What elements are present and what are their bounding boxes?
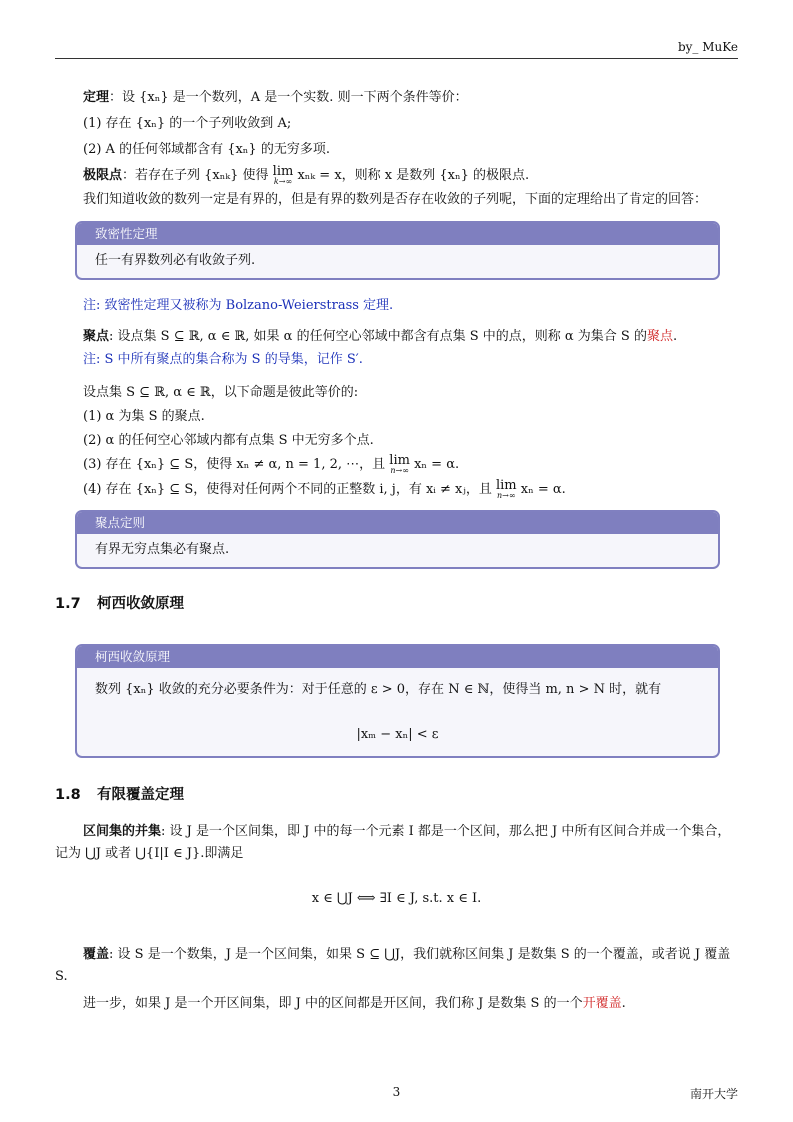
limit-point-def	[55, 166, 738, 186]
cover-def	[55, 944, 738, 988]
section-number: 1.7	[55, 596, 81, 612]
box-title: 致密性定理	[77, 223, 718, 245]
theorem-box-accum	[75, 510, 720, 569]
page-content	[55, 88, 738, 1013]
theorem-item-2: (2) A 的任何邻域都含有 {xₙ} 的无穷多项.	[83, 142, 330, 157]
limit-operator	[496, 480, 517, 500]
lim-subscript: k→∞	[273, 177, 293, 186]
equiv-item-2: (2) α 的任何空心邻域内都有点集 S 中无穷多个点.	[83, 433, 374, 448]
page-number: 3	[392, 1085, 401, 1099]
box-body: 有界无穷点集必有聚点.	[95, 542, 230, 557]
equiv-item-1: (1) α 为集 S 的聚点.	[83, 409, 205, 424]
section-number: 1.8	[55, 787, 81, 803]
page-header	[55, 40, 738, 59]
paragraph-bounded: 我们知道收敛的数列一定是有界的，但是有界的数列是否存在收敛的子列呢，下面的定理给出了肯定的回答：	[83, 192, 708, 207]
accum-text: : 设点集 S ⊆ ℝ, α ∈ ℝ, 如果 α 的任何空心邻域中都含有点集 S 中的点，则称 α 为集合 S 的	[109, 329, 647, 344]
theorem-item-1: (1) 存在 {xₙ} 的一个子列收敛到 A;	[83, 116, 292, 131]
section-title: 柯西收敛原理	[97, 596, 184, 612]
theorem-box-dense	[75, 221, 720, 280]
lim-subscript: n→∞	[497, 491, 516, 500]
lim-subscript: n→∞	[390, 466, 409, 475]
equiv-item-3-b: xₙ = α.	[414, 457, 460, 472]
equiv-intro: 设点集 S ⊆ ℝ, α ∈ ℝ，以下命题是彼此等价的:	[83, 385, 359, 400]
box-body	[77, 668, 718, 756]
box-title: 聚点定则	[77, 512, 718, 534]
cauchy-statement: 数列 {xₙ} 收敛的充分必要条件为：对于任意的 ε > 0，存在 N ∈ ℕ，使得当 m, n > N 时，就有	[95, 682, 662, 697]
equiv-item-4-b: xₙ = α.	[520, 482, 566, 497]
limit-point-text-a: ：若存在子列 {xₙₖ} 使得	[122, 168, 269, 183]
lim-text: lim	[495, 478, 517, 493]
university-label: 南开大学	[689, 1087, 738, 1101]
union-text: : 设 J 是一个区间集，即 J 中的每一个元素 I 都是一个区间，那么把 J 中所有区间合并成一个集合，记为 ⋃J 或者 ⋃{I|I ∈ J}.即满足	[55, 824, 731, 861]
open-cover-term: 开覆盖	[582, 996, 622, 1011]
accum-end: .	[672, 329, 678, 344]
accum-point-def	[55, 327, 738, 346]
limit-point-text-b: xₙₖ = x，则称 x 是数列 {xₙ} 的极限点.	[297, 168, 530, 183]
accum-term: 聚点	[646, 329, 673, 344]
equiv-item-4-a: (4) 存在 {xₙ} ⊆ S，使得对任何两个不同的正整数 i, j，有 xᵢ ≠ xⱼ，且	[83, 482, 492, 497]
theorem-intro	[55, 88, 738, 107]
open-cover-end: .	[621, 996, 626, 1011]
limit-operator	[273, 166, 294, 186]
equiv-item-3	[55, 455, 738, 475]
open-cover-def	[55, 994, 738, 1013]
equiv-item-3-a: (3) 存在 {xₙ} ⊆ S，使得 xₙ ≠ α, n = 1, 2, ⋯，且	[83, 457, 386, 472]
section-title: 有限覆盖定理	[97, 787, 184, 803]
section-heading-1-8	[55, 786, 738, 805]
lim-text: lim	[389, 453, 410, 468]
open-cover-text: 进一步，如果 J 是一个开区间集，即 J 中的区间都是开区间，我们称 J 是数集 S 的一个	[83, 996, 583, 1011]
cauchy-formula: |xₘ − xₙ| < ε	[356, 727, 439, 742]
theorem-text: ：设 {xₙ} 是一个数列，A 是一个实数. 则一下两个条件等价：	[109, 90, 468, 105]
theorem-box-cauchy	[75, 644, 720, 758]
section-heading-1-7	[55, 595, 738, 614]
lim-text: lim	[272, 164, 294, 179]
cover-label: 覆盖	[83, 947, 110, 962]
note-bolzano: 注: 致密性定理又被称为 Bolzano-Weierstrass 定理.	[83, 298, 394, 313]
limit-operator	[389, 455, 410, 475]
union-formula: x ∈ ⋃J ⟺ ∃I ∈ J, s.t. x ∈ I.	[311, 891, 482, 906]
author-label: by_ MuKe	[677, 40, 738, 54]
box-body: 任一有界数列必有收敛子列.	[95, 253, 256, 268]
box-title: 柯西收敛原理	[77, 646, 718, 668]
union-def	[55, 821, 738, 865]
note-derived-set: 注: S 中所有聚点的集合称为 S 的导集，记作 S′.	[83, 352, 363, 367]
limit-point-label: 极限点	[83, 168, 123, 183]
accum-label: 聚点	[83, 329, 110, 344]
theorem-label: 定理	[83, 90, 110, 105]
union-label: 区间集的并集	[83, 824, 162, 839]
equiv-item-4	[55, 480, 738, 500]
cover-text: : 设 S 是一个数集，J 是一个区间集，如果 S ⊆ ⋃J，我们就称区间集 J 是数集 S 的一个覆盖，或者说 J 覆盖 S.	[55, 947, 731, 984]
